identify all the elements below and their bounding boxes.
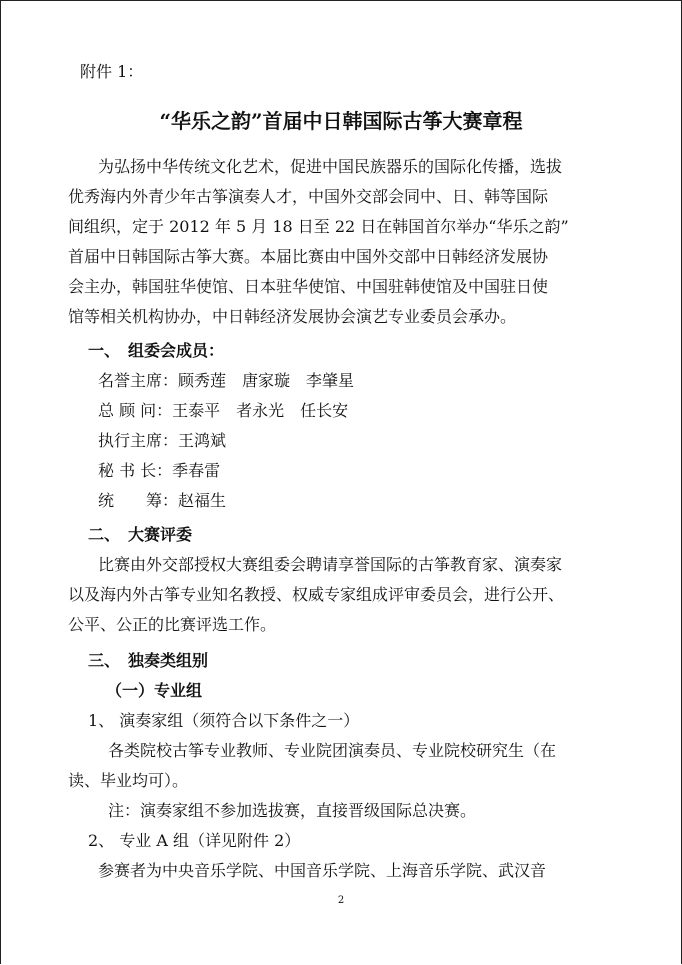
intro-line-2: 优秀海内外青少年古筝演奏人才，中国外交部会同中、日、韩等国际 xyxy=(68,187,549,206)
section2-line-2: 以及海内外古筝专业知名教授、权威专家组成评审委员会，进行公开、 xyxy=(68,585,565,604)
section3-heading: 三、 独奏类组别 xyxy=(88,651,209,670)
item2-title: 2、 专业 A 组（详见附件 2） xyxy=(88,831,301,850)
member-line-3: 执行主席：王鸿斌 xyxy=(98,431,227,450)
section3-subheading: （一）专业组 xyxy=(106,681,203,700)
item1-title: 1、 演奏家组（须符合以下条件之一） xyxy=(88,711,360,730)
intro-line-5: 会主办，韩国驻华使馆、日本驻华使馆、中国驻韩使馆及中国驻日使 xyxy=(68,277,549,296)
item1-line-2: 读、毕业均可）。 xyxy=(68,771,189,790)
section2-heading: 二、 大赛评委 xyxy=(88,525,193,544)
item2-line-1: 参赛者为中央音乐学院、中国音乐学院、上海音乐学院、武汉音 xyxy=(98,861,547,880)
section2-line-1: 比赛由外交部授权大赛组委会聘请享誉国际的古筝教育家、演奏家 xyxy=(98,555,563,574)
member-line-5: 统 筹：赵福生 xyxy=(98,491,227,510)
intro-line-6: 馆等相关机构协办，中日韩经济发展协会演艺专业委员会承办。 xyxy=(68,307,517,326)
intro-line-4: 首届中日韩国际古筝大赛。本届比赛由中国外交部中日韩经济发展协 xyxy=(68,247,549,266)
member-line-4: 秘 书 长：季春雷 xyxy=(98,461,221,480)
page-number: 2 xyxy=(337,895,345,906)
item1-note: 注：演奏家组不参加选拔赛，直接晋级国际总决赛。 xyxy=(108,801,477,820)
section2-line-3: 公平、公正的比赛评选工作。 xyxy=(68,615,277,634)
item1-line-1: 各类院校古筝专业教师、专业院团演奏员、专业院校研究生（在 xyxy=(108,741,557,760)
member-line-2: 总 顾 问：王泰平 者永光 任长安 xyxy=(98,401,349,420)
document-title: “华乐之韵”首届中日韩国际古筝大赛章程 xyxy=(159,109,523,133)
member-line-1: 名誉主席：顾秀莲 唐家璇 李肇星 xyxy=(98,371,355,390)
attachment-label: 附件 1： xyxy=(80,62,144,81)
intro-line-1: 为弘扬中华传统文化艺术，促进中国民族器乐的国际化传播，选拔 xyxy=(98,157,563,176)
section1-heading: 一、 组委会成员： xyxy=(88,341,225,360)
intro-line-3: 间组织，定于 2012 年 5 月 18 日至 22 日在韩国首尔举办“华乐之韵” xyxy=(68,217,569,236)
